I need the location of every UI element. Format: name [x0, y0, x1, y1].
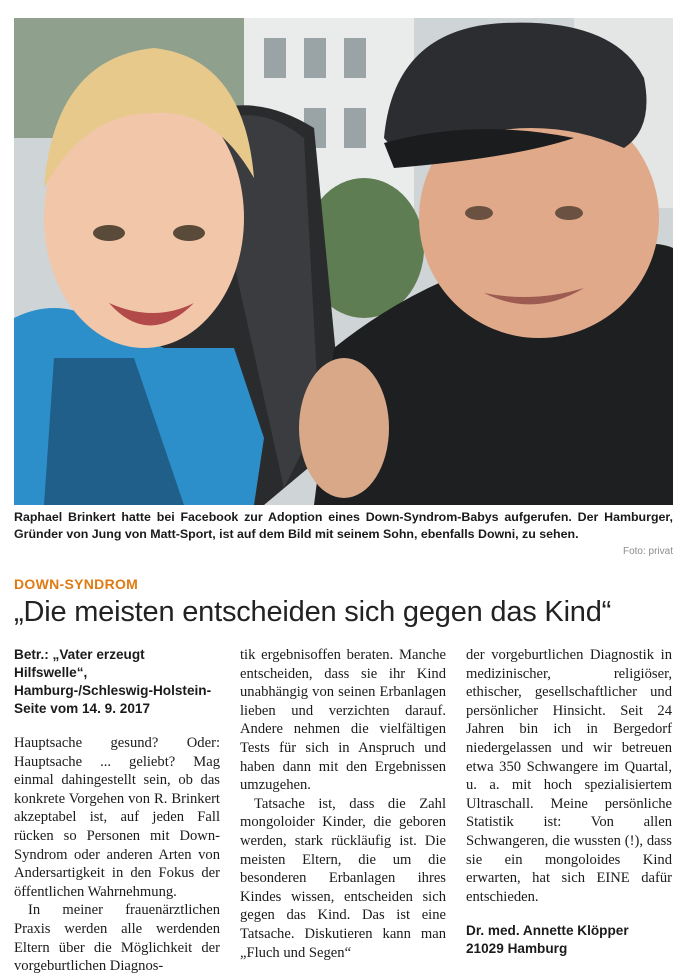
photo-illustration: [14, 18, 673, 505]
paragraph: Hauptsache gesund? Oder: Hauptsache ... geliebt? Mag einmal dahingestellt sein, ob das konkrete Vorgehen von R. Brinkert akzeptabel ist, auf jeden Fall rücken so Personen mit Down-Syndrom oder anderen Arten von Andersartigkeit in den Fokus der öffentlichen Wahrnehmung.: [14, 735, 220, 900]
article-headline: „Die meisten entscheiden sich gegen das Kind“: [14, 596, 612, 628]
article-kicker: DOWN-SYNDROM: [14, 576, 139, 592]
paragraph: der vorgeburtlichen Diagnostik in medizinischer, religiöser, ethischer, gesellschaftlicher und persönlicher Hinsicht. Seit 24 Jahren bin ich in Bergedorf niedergelassen und wir betreuen etwa 350 Schwangere im Quartal, u. a. mit hoch spezialisiertem Ultraschall. Meine persönliche Statistik ist: Von allen Schwangeren, die wussten (!), dass sie ein mongoloides Kind erwarten, hat sich EINE dafür entschieden.: [466, 647, 672, 905]
paragraph: tik ergebnisoffen beraten. Manche entscheiden, dass sie ihr Kind unabhängig von seinen Erbanlagen lieben und verzichten darauf. Andere nehmen die vielfältigen Tests für sich in Anspruch und haben dann mit den Ergebnissen umzugehen.: [240, 647, 446, 794]
article-column-2: [240, 646, 446, 962]
article-column-1: [14, 646, 220, 976]
paragraph: In meiner frauenärztlichen Praxis werden alle werdenden Eltern über die Möglichkeit der vorgeburtlichen Diagnos-: [14, 902, 220, 975]
paragraph: Tatsache ist, dass die Zahl mongoloider Kinder, die geboren werden, stark rückläufig ist. Die meisten Eltern, die um die besonderen Erbanlagen ihres Kindes wissen, entscheiden sich gegen das Kind. Das ist eine Tatsache. Diskutieren kann man „Fluch und Segen“: [240, 795, 446, 961]
signature: [466, 922, 672, 958]
article-column-3: [466, 646, 672, 958]
signature-name: Dr. med. Annette Klöpper: [466, 923, 629, 939]
reference-line: Betr.: „Vater erzeugt Hilfswelle“, Hamburg-/Schleswig-Holstein-Seite vom 14. 9. 2017: [14, 647, 212, 716]
photo-caption: Raphael Brinkert hatte bei Facebook zur Adoption eines Down-Syndrom-Babys aufgerufen. Der Hamburger, Gründer von Jung von Matt-Sport, ist auf dem Bild mit seinem Sohn, ebenfalls Downi, zu sehen.: [14, 510, 673, 541]
signature-city: 21029 Hamburg: [466, 941, 568, 957]
article-photo: [14, 18, 673, 505]
photo-credit: Foto: privat: [622, 546, 673, 557]
